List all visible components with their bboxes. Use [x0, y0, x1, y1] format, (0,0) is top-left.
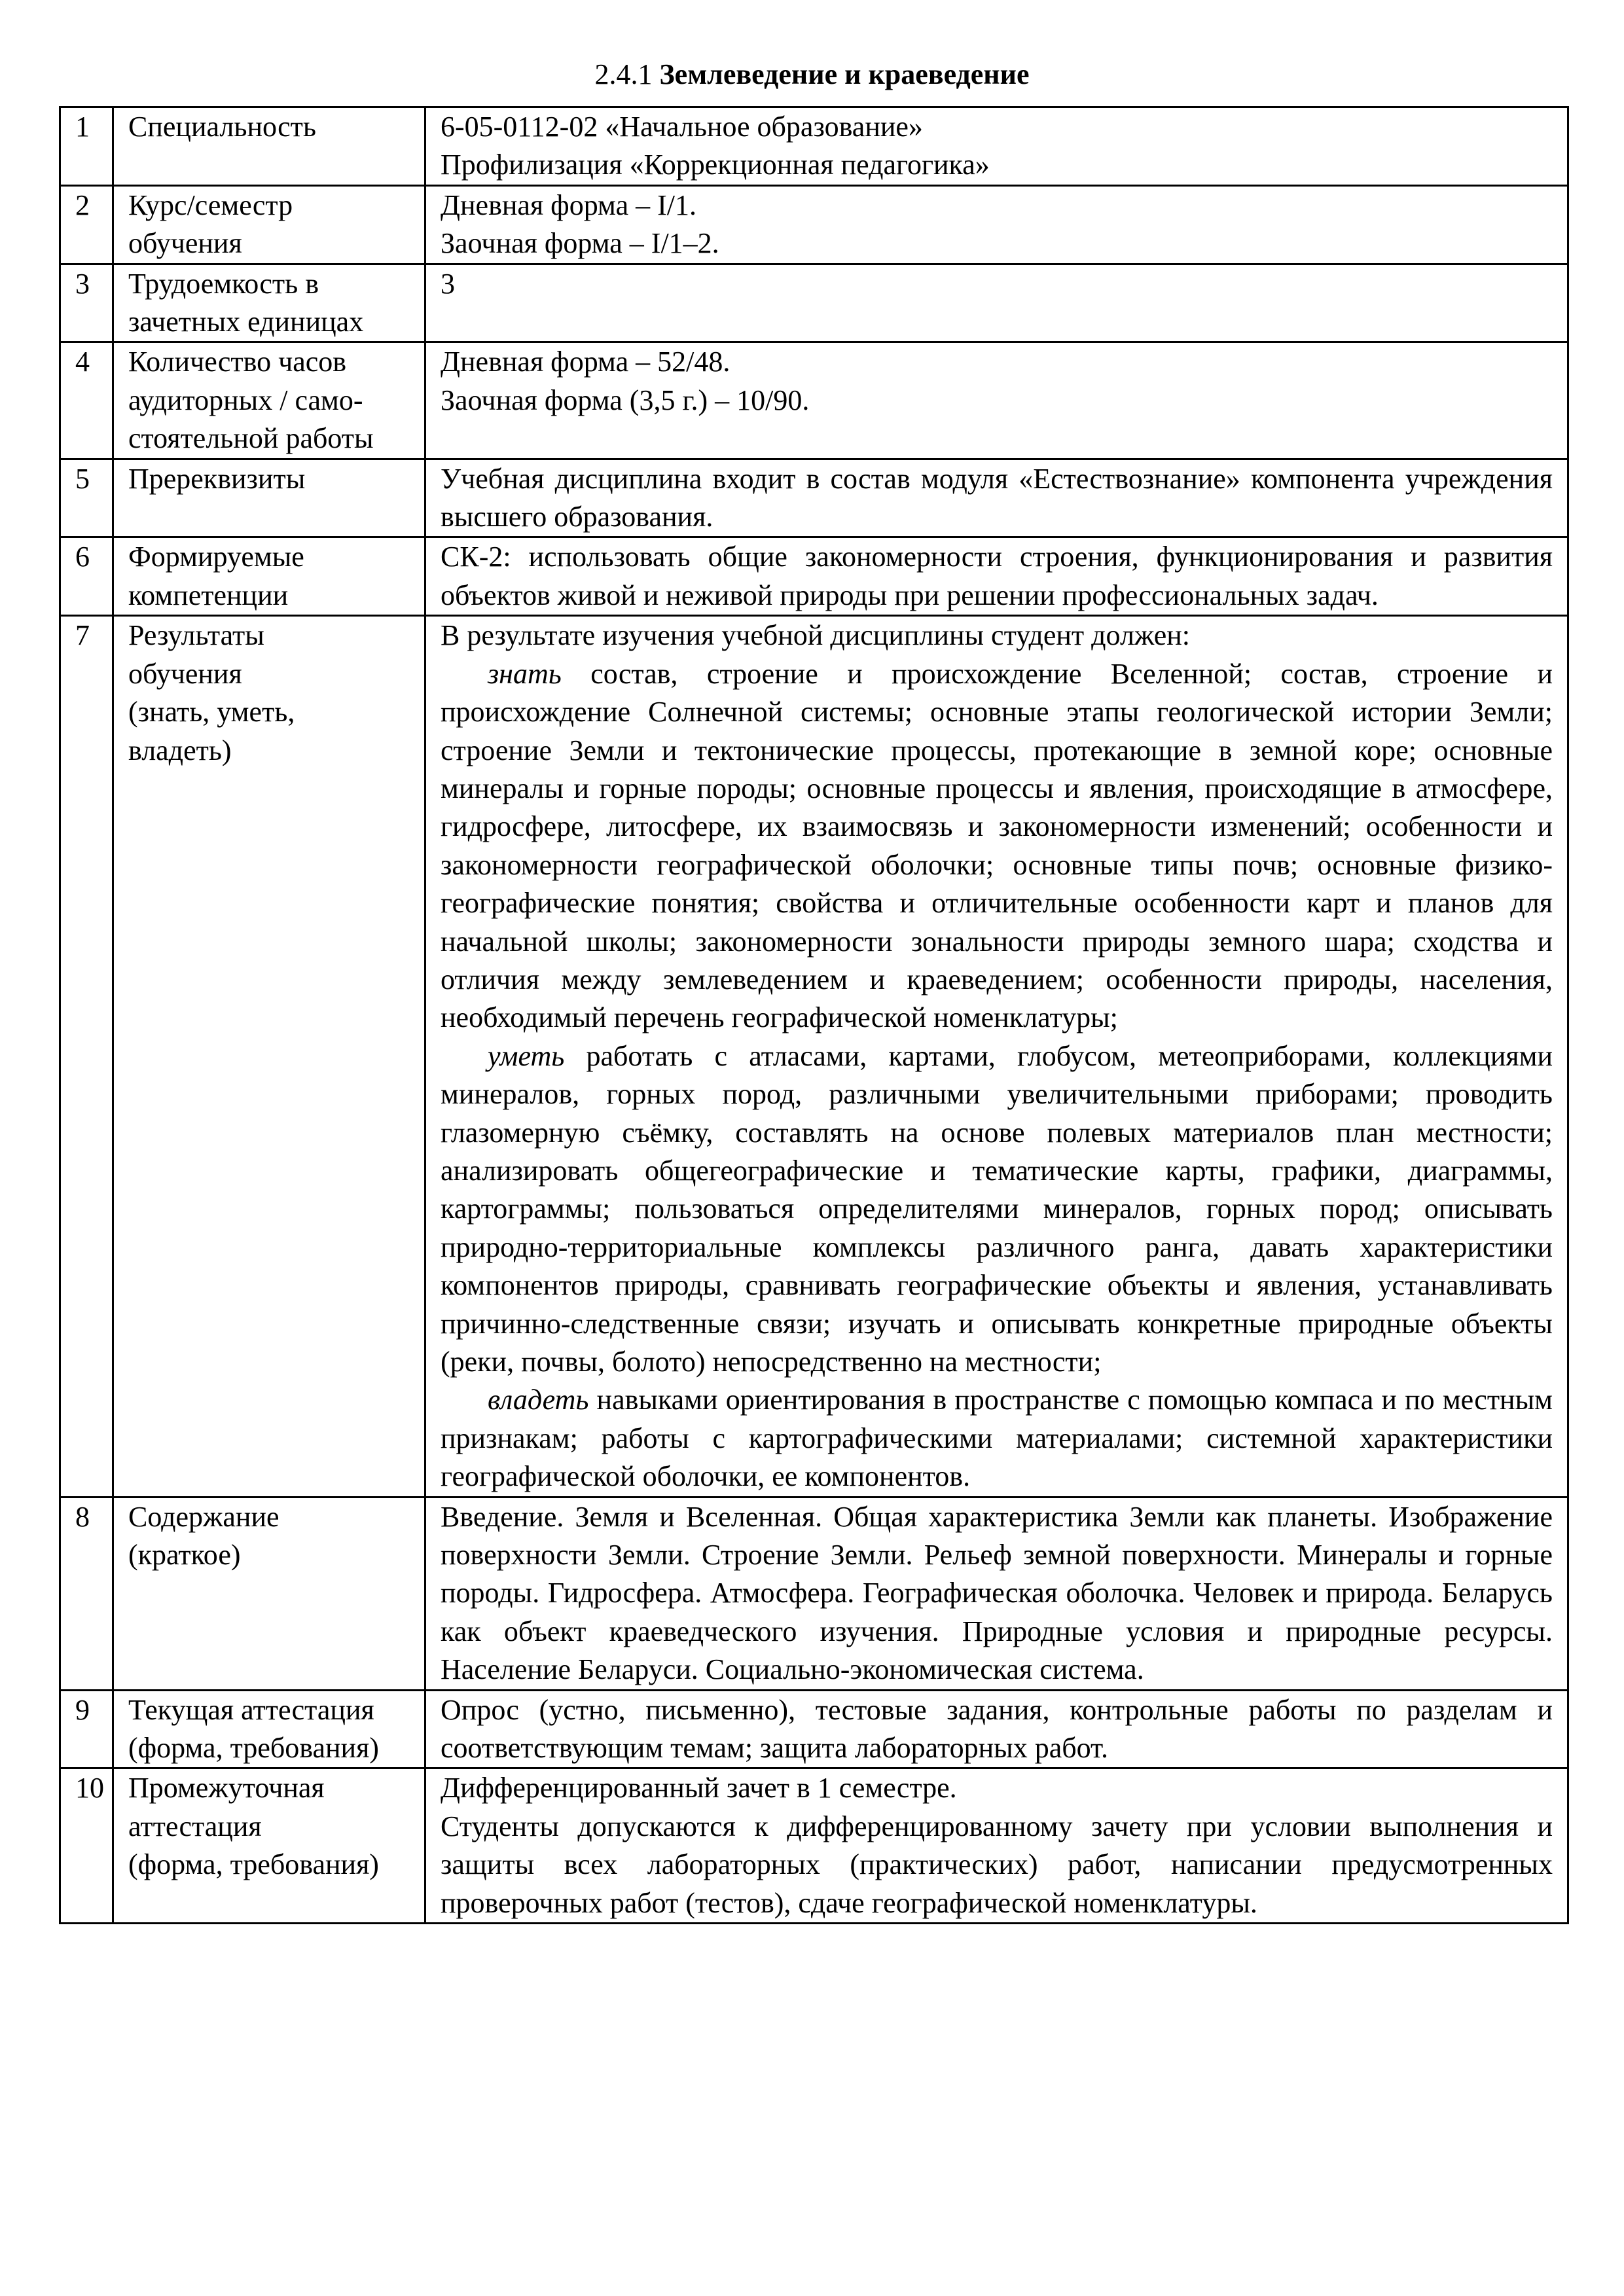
table-row-learning-outcomes: [60, 616, 1568, 1497]
label-line: Количество часов: [128, 346, 347, 378]
label-line: компетенции: [128, 579, 289, 611]
content-line: Дневная форма – I/1.: [441, 188, 696, 221]
table-row-specialty: [60, 107, 1568, 186]
table-row-current-assessment: [60, 1690, 1568, 1768]
label-line: Специальность: [128, 111, 316, 143]
row-content: [425, 342, 1568, 459]
label-line: Промежуточная: [128, 1772, 325, 1804]
content-paragraph: Студенты допускаются к дифференцированному зачету при условии выполнения и защиты всех лабораторных (практических) работ, написании предусмотренных проверочных работ (тестов), сдаче географической номенклатуры.: [441, 1810, 1553, 1919]
table-row-prerequisites: [60, 459, 1568, 537]
label-line: Содержание: [128, 1500, 280, 1533]
row-label: [113, 1497, 425, 1690]
table-row-content: [60, 1497, 1568, 1690]
row-number: 3: [60, 264, 113, 342]
outcomes-own: [441, 1381, 1553, 1496]
content-paragraph: СК-2: использовать общие закономерности строения, функционирования и развития объектов живой и неживой природы при решении профессиональных задач.: [441, 541, 1553, 611]
row-label: [113, 264, 425, 342]
label-line: аудиторных / само-: [128, 384, 363, 416]
row-number: 5: [60, 459, 113, 537]
section-title: Землеведение и краеведение: [659, 58, 1030, 90]
page-title: [0, 55, 1624, 94]
row-label: [113, 616, 425, 1497]
label-line: обучения: [128, 227, 242, 260]
content-paragraph: Введение. Земля и Вселенная. Общая характеристика Земли как планеты. Изображение поверхности Земли. Строение Земли. Рельеф земной поверхности. Минералы и горные породы. Гидросфера. Атмосфера. Географическая оболочка. Человек и природа. Беларусь как объект краеведческого изучения. Природные условия и природные ресурсы. Население Беларуси. Социально-экономическая система.: [441, 1500, 1553, 1686]
label-line: Формируемые: [128, 541, 304, 573]
section-number: 2.4.1: [594, 58, 653, 90]
label-line: стоятельной работы: [128, 422, 374, 455]
content-line: 6-05-0112-02 «Начальное образование»: [441, 111, 923, 143]
own-text: навыками ориентирования в пространстве с помощью компаса и по местным признакам; работы с картографическими материалами; системной характеристики географической оболочки, ее компонентов.: [441, 1384, 1553, 1493]
row-content: [425, 1690, 1568, 1768]
row-label: [113, 342, 425, 459]
content-line: Дневная форма – 52/48.: [441, 346, 731, 378]
table-row-competencies: [60, 537, 1568, 616]
label-line: (форма, требования): [128, 1732, 379, 1765]
row-content: [425, 107, 1568, 186]
outcomes-intro: В результате изучения учебной дисциплины студент должен:: [441, 619, 1191, 652]
row-label: [113, 459, 425, 537]
row-number: 7: [60, 616, 113, 1497]
outcomes-know: [441, 655, 1553, 1037]
content-paragraph: Опрос (устно, письменно), тестовые задания, контрольные работы по разделам и соответствующим темам; защита лабораторных работ.: [441, 1693, 1553, 1765]
row-content: [425, 1497, 1568, 1690]
row-number: 10: [60, 1768, 113, 1924]
label-line: обучения: [128, 657, 242, 690]
syllabus-table: [59, 106, 1569, 1924]
label-line: Пререквизиты: [128, 462, 306, 495]
outcomes-can: [441, 1037, 1553, 1382]
content-line: Профилизация «Коррекционная педагогика»: [441, 149, 990, 181]
content-line: Дифференцированный зачет в 1 семестре.: [441, 1772, 957, 1804]
row-content: [425, 537, 1568, 616]
row-number: 8: [60, 1497, 113, 1690]
label-line: Курс/семестр: [128, 188, 293, 221]
label-line: Результаты: [128, 619, 264, 652]
know-keyword: знать: [488, 657, 562, 690]
know-text: состав, строение и происхождение Вселенной; состав, строение и происхождение Солнечной системы; основные этапы геологической истории Земли; строение Земли и тектонические процессы, протекающие в земной коре; основные минералы и горные породы; основные процессы и явления, происходящие в атмосфере, гидросфере, литосфере, их взаимосвязь и закономерности изменений; особенности и закономерности географической оболочки; основные типы почв; основные физико-географические понятия; свойства и отличительные особенности карт и планов для начальной школы; закономерности зональности природы земного шара; сходства и отличия между землеведением и краеведением; особенности природы, населения, необходимый перечень географической номенклатуры;: [441, 657, 1553, 1034]
row-number: 1: [60, 107, 113, 186]
row-label: [113, 107, 425, 186]
row-content: [425, 459, 1568, 537]
row-content: [425, 1768, 1568, 1924]
label-line: владеть): [128, 734, 232, 766]
label-line: Трудоемкость в: [128, 267, 319, 300]
row-number: 4: [60, 342, 113, 459]
label-line: (знать, уметь,: [128, 696, 295, 728]
table-row-hours: [60, 342, 1568, 459]
row-content: [425, 616, 1568, 1497]
can-text: работать с атласами, картами, глобусом, метеоприборами, коллекциями минералов, горных пород, различными увеличительными приборами; проводить глазомерную съёмку, составлять на основе полевых материалов план местности; анализировать общегеографические и тематические карты, графики, диаграммы, картограммы; пользоваться определителями минералов, горных пород; описывать природно-территориальные комплексы различного ранга, давать характеристики компонентов природы, сравнивать географические объекты и явления, устанавливать причинно-следственные связи; изучать и описывать конкретные природные объекты (реки, почвы, болото) непосредственно на местности;: [441, 1039, 1553, 1378]
row-label: [113, 1690, 425, 1768]
row-number: 9: [60, 1690, 113, 1768]
label-line: зачетных единицах: [128, 306, 364, 338]
row-label: [113, 537, 425, 616]
row-number: 6: [60, 537, 113, 616]
content-line: Заочная форма (3,5 г.) – 10/90.: [441, 384, 810, 416]
content-line: 3: [441, 267, 455, 300]
table-row-credits: [60, 264, 1568, 342]
own-keyword: владеть: [488, 1384, 589, 1416]
table-row-interim-assessment: [60, 1768, 1568, 1924]
label-line: (форма, требования): [128, 1848, 379, 1881]
label-line: аттестация: [128, 1810, 262, 1842]
can-keyword: уметь: [488, 1039, 565, 1072]
content-paragraph: Учебная дисциплина входит в состав модуля «Естествознание» компонента учреждения высшего образования.: [441, 462, 1553, 533]
row-label: [113, 1768, 425, 1924]
row-number: 2: [60, 185, 113, 264]
label-line: (краткое): [128, 1539, 241, 1571]
row-content: [425, 185, 1568, 264]
label-line: Текущая аттестация: [128, 1693, 374, 1726]
row-content: [425, 264, 1568, 342]
content-line: Заочная форма – I/1–2.: [441, 227, 719, 260]
row-label: [113, 185, 425, 264]
table-row-course-semester: [60, 185, 1568, 264]
